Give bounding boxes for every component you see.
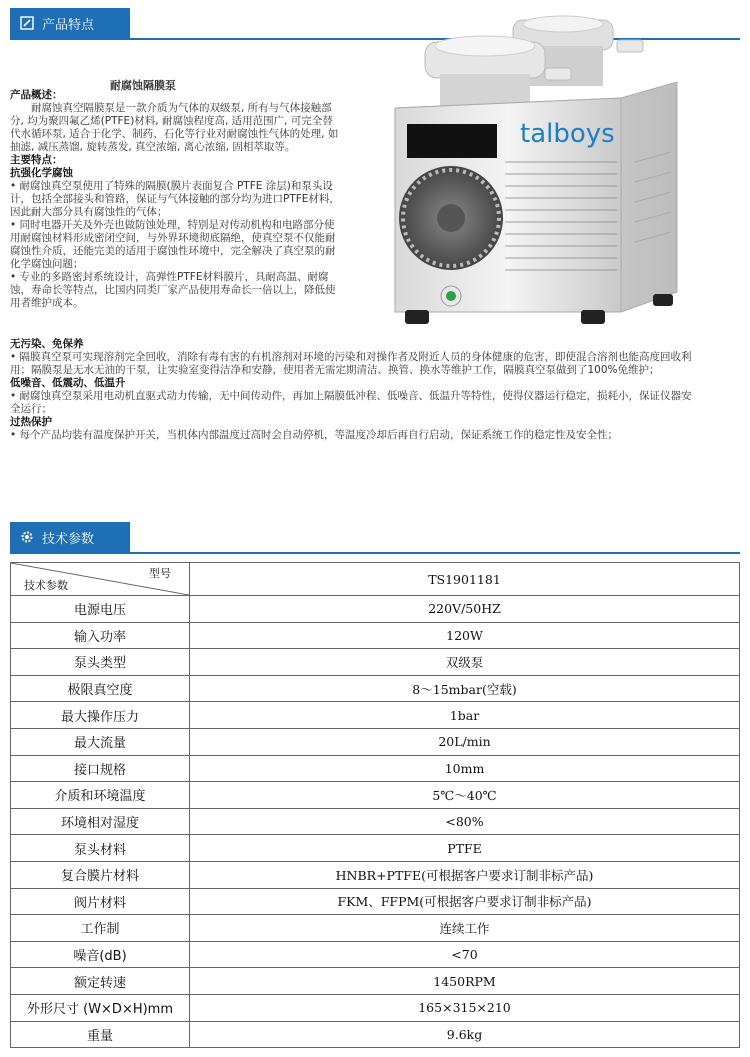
spec-label: 泵头材料 — [11, 835, 190, 862]
edit-icon — [20, 16, 34, 30]
spec-value: PTFE — [190, 835, 740, 862]
model-value: TS1901181 — [190, 563, 740, 596]
spec-row — [11, 728, 740, 755]
spec-value: 220V/50HZ — [190, 596, 740, 623]
spec-row — [11, 835, 740, 862]
spec-label: 泵头类型 — [11, 649, 190, 676]
spec-value: 8～15mbar(空载) — [190, 675, 740, 702]
spec-label: 输入功率 — [11, 622, 190, 649]
spec-label: 介质和环境温度 — [11, 782, 190, 809]
spec-value: 120W — [190, 622, 740, 649]
spec-value: HNBR+PTFE(可根据客户要求订制非标产品) — [190, 861, 740, 888]
overheat-text: • 每个产品均装有温度保护开关，当机体内部温度过高时会自动停机，等温度冷却后再自行启动，保证系统工作的稳定性及安全性； — [10, 429, 619, 441]
lower-features-block — [10, 338, 700, 442]
features-section-title: 产品特点 — [42, 17, 95, 33]
spec-row — [11, 782, 740, 809]
spec-row — [11, 622, 740, 649]
spec-row — [11, 755, 740, 782]
pump-product-image — [385, 12, 695, 332]
spec-value: 1bar — [190, 702, 740, 729]
spec-row — [11, 1021, 740, 1048]
specs-section-header — [10, 522, 130, 552]
spec-value: 连续工作 — [190, 915, 740, 942]
specs-section-title: 技术参数 — [42, 531, 95, 547]
spec-row — [11, 994, 740, 1021]
pollution-text: • 隔膜真空泵可实现溶剂完全回收，消除有毒有害的有机溶剂对环境的污染和对操作者及附近人员的身体健康的危害，即使混合溶剂也能高度回收利用；隔膜泵是无水无油的干泵，让实验室变得洁净和安静，使用者无需定期清洁、换管、换水等维护工作，隔膜真空泵做到了100%免维护； — [10, 351, 692, 376]
spec-value: FKM、FFPM(可根据客户要求订制非标产品) — [190, 888, 740, 915]
main-features-heading: 主要特点： — [10, 154, 63, 166]
spec-label: 额定转速 — [11, 968, 190, 995]
overheat-heading: 过热保护 — [10, 416, 52, 428]
diagonal-header-cell — [11, 563, 190, 596]
gear-icon — [20, 530, 34, 544]
brand-logo: talboys — [520, 119, 615, 149]
spec-label: 噪音(dB) — [11, 941, 190, 968]
spec-value: <80% — [190, 808, 740, 835]
spec-row — [11, 861, 740, 888]
spec-value: <70 — [190, 941, 740, 968]
param-header-label: 技术参数 — [24, 579, 68, 592]
noise-heading: 低噪音、低震动、低温升 — [10, 377, 126, 389]
spec-row — [11, 968, 740, 995]
spec-label: 极限真空度 — [11, 675, 190, 702]
overview-text: 耐腐蚀真空隔膜泵是一款介质为气体的双级泵, 所有与气体接触部分, 均为聚四氟乙烯(PTFE)材料, 耐腐蚀程度高, 适用范围广, 可完全替代水循环泵, 适合于化学、制药、石化等行业对耐腐蚀性气体的处理, 如抽滤, 减压蒸馏, 旋转蒸发, 真空浓缩, 离心浓缩, 固相萃取等。 — [10, 102, 339, 153]
spec-value: 20L/min — [190, 728, 740, 755]
corrosion-paragraph-3: • 专业的多路密封系统设计，高弹性PTFE材料膜片，具耐高温、耐腐蚀，寿命长等特点，比国内同类厂家产品使用寿命长一倍以上，降低使用者维护成本。 — [10, 271, 336, 309]
spec-label: 最大操作压力 — [11, 702, 190, 729]
section-divider — [10, 552, 740, 554]
corrosion-heading: 抗强化学腐蚀 — [10, 167, 73, 179]
spec-value: 9.6kg — [190, 1021, 740, 1048]
spec-row — [11, 702, 740, 729]
spec-label: 阀片材料 — [11, 888, 190, 915]
spec-label: 外形尺寸 (W×D×H)mm — [11, 994, 190, 1021]
spec-label: 最大流量 — [11, 728, 190, 755]
spec-label: 环境相对湿度 — [11, 808, 190, 835]
spec-label: 工作制 — [11, 915, 190, 942]
spec-value: 10mm — [190, 755, 740, 782]
spec-label: 复合膜片材料 — [11, 861, 190, 888]
spec-row — [11, 808, 740, 835]
product-title: 耐腐蚀隔膜泵 — [110, 79, 176, 92]
spec-row — [11, 596, 740, 623]
spec-value: 165×315×210 — [190, 994, 740, 1021]
spec-row — [11, 649, 740, 676]
noise-text: • 耐腐蚀真空泵采用电动机直驱式动力传输，无中间传动件，再加上隔膜低冲程、低噪音、低温升等特性，使得仪器运行稳定，损耗小，保证仪器安全运行； — [10, 390, 692, 415]
spec-label: 电源电压 — [11, 596, 190, 623]
corrosion-paragraph-1: • 耐腐蚀真空泵使用了特殊的隔膜(膜片表面复合 PTFE 涂层)和泵头设计，包括全部接头和管路，保证与气体接触的部分均为进口PTFE材料，因此耐大部分具有腐蚀性的气体； — [10, 180, 340, 218]
spec-label: 接口规格 — [11, 755, 190, 782]
spec-value: 双级泵 — [190, 649, 740, 676]
overview-heading: 产品概述： — [10, 89, 63, 101]
spec-row — [11, 675, 740, 702]
spec-row — [11, 941, 740, 968]
corrosion-paragraph-2: • 同时电器开关及外壳也做防蚀处理，特别是对传动机构和电路部分使用耐腐蚀材料形成密闭空间，与外界环境彻底隔绝，使真空泵不仅能耐腐蚀性介质，还能完美的适用于腐蚀性环境中，完全解决了真空泵的耐化学腐蚀问题； — [10, 219, 336, 270]
pollution-heading: 无污染、免保养 — [10, 338, 84, 350]
spec-row — [11, 888, 740, 915]
specs-header-row — [11, 563, 740, 596]
spec-value: 1450RPM — [190, 968, 740, 995]
spec-row — [11, 915, 740, 942]
overview-block — [10, 89, 340, 310]
specs-table — [10, 562, 740, 1048]
spec-value: 5℃～40℃ — [190, 782, 740, 809]
model-header-label: 型号 — [149, 567, 171, 580]
features-section-header — [10, 8, 130, 38]
spec-label: 重量 — [11, 1021, 190, 1048]
